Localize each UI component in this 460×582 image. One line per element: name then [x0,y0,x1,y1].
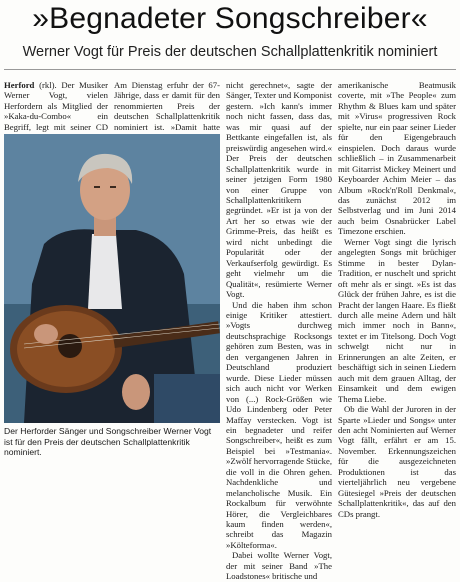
article-column-4 [338,80,456,519]
article-column-2 [114,80,220,134]
subheadline: Werner Vogt für Preis der deutschen Schallplattenkritik nominiert [22,44,438,60]
paragraph: Ob die Wahl der Juroren in der Sparte »Lieder und Songs« unter den acht Nominierten auf Werner Vogt fällt, erfährt er am 15. November. Erkennungszeichen für die ausgezeichneten Produktionen ist das vierteljährlich neu vergebene Gütesiegel »Preis der deutschen Schallplattenkritik«, das auf den CDs prangt. [338,404,456,519]
guitarist-illustration [4,134,220,423]
paragraph: Dabei wollte Werner Vogt, der mit seiner Band »The Loadstones« britische und [226,550,332,582]
dateline: Herford [4,80,35,90]
photo-caption: Der Herforder Sänger und Songschreiber Werner Vogt ist für den Preis der deutschen Schallplattenkritik nominiert. [4,426,212,457]
paragraph: amerikanische Beatmusik coverte, mit »The People« zum Rhythm & Blues kam und später mit »Virus« progressiven Rock spielte, nur ein paar seiner Lieder für den Eigengebrauch einspielen. Doch daraus wurde schließlich – in Zusammenarbeit mit Gitarrist Mickey Meinert und Keyboarder Achim Meier – das Album »Rock'n'Roll Denkmal«, das zunächst 2012 im Selbstverlag und im Juni 2014 auch beim Osnabrücker Label Timezone erschien. [338,80,456,237]
header-divider [4,69,456,70]
paragraph: nicht gerechnet«, sagte der Sänger, Texter und Komponist gestern. »Ich kann's immer noch nicht fassen, dass das, was mir quasi auf der Bettkante eingefallen ist, als preiswürdig angesehen wird.« Der Preis der deutschen Schallplattenkritik wurde in seiner jetzigen Form 1980 von einer Gruppe von Schallplattenkritikern gegründet. »Er ist ja von der Art her so etwas wie der Grimme-Preis, das heißt es wird nicht unbedingt die Popularität oder der Verkaufserfolg gewürdigt. Es geht vielmehr um die Qualität«, resümierte Werner Vogt. [226,80,333,300]
paragraph: Und die haben ihm schon einige Kritiker attestiert. »Vogts durchweg deutschsprachige Rocksongs gehören zum Besten, was in den vergangenen Jahren in Deutschland produziert wurde. Diese Lieder müssen sich auch nicht vor Werken von (...) Rock-Größen wie Udo Lindenberg oder Peter Maffay verstecken. Vogt ist ein begnadeter und reifer Songschreiber«, heißt es zum Beispiel bei »Testmania«. »Zwölf hervorragende Stücke, die voll in die Ohren gehen. Nachdenkliche und melancholische Musik. Ein Rockalbum für verwöhnte Hörer, die Vergleichbares kaum finden werden«, schreibt das Magazin »Költeforma«. [226,299,332,550]
article-column-1 [4,80,108,134]
lead-text: Der Musiker Werner Vogt, vielen Herfordern als Mitglied der »Kaka-du-Combo« ein Begriff, legt mit seiner CD [4,80,109,132]
artist-photo [4,134,220,423]
paragraph: Werner Vogt singt die lyrisch angelegten Songs mit brüchiger Stimme in bester Dylan-Tradition, er nuschelt und spricht oft mehr als er singt. »Es ist das Glück der frühen Jahre, es ist die Pracht der langen Haare. Es fließt durch alle meine Adern und hält mich immer noch in Bann«, textet er im Titelsong. Doch Vogt schwelgt nicht nur in Erinnerungen an alte Zeiten, er beschäftigt sich in seinen Liedern auch mit dem grauen Alltag, der Einsamkeit und dem ewigen Thema Liebe. [338,236,456,404]
paragraph: Am Dienstag erfuhr der 67-Jährige, dass er damit für den renommierten Preis der deutschen Schallplattenkritik nominiert ist. »Damit hatte [114,80,220,132]
article-column-3 [226,80,333,582]
headline: »Begnadeter Songschreiber« [32,2,428,35]
byline: (rkl). [39,80,57,90]
